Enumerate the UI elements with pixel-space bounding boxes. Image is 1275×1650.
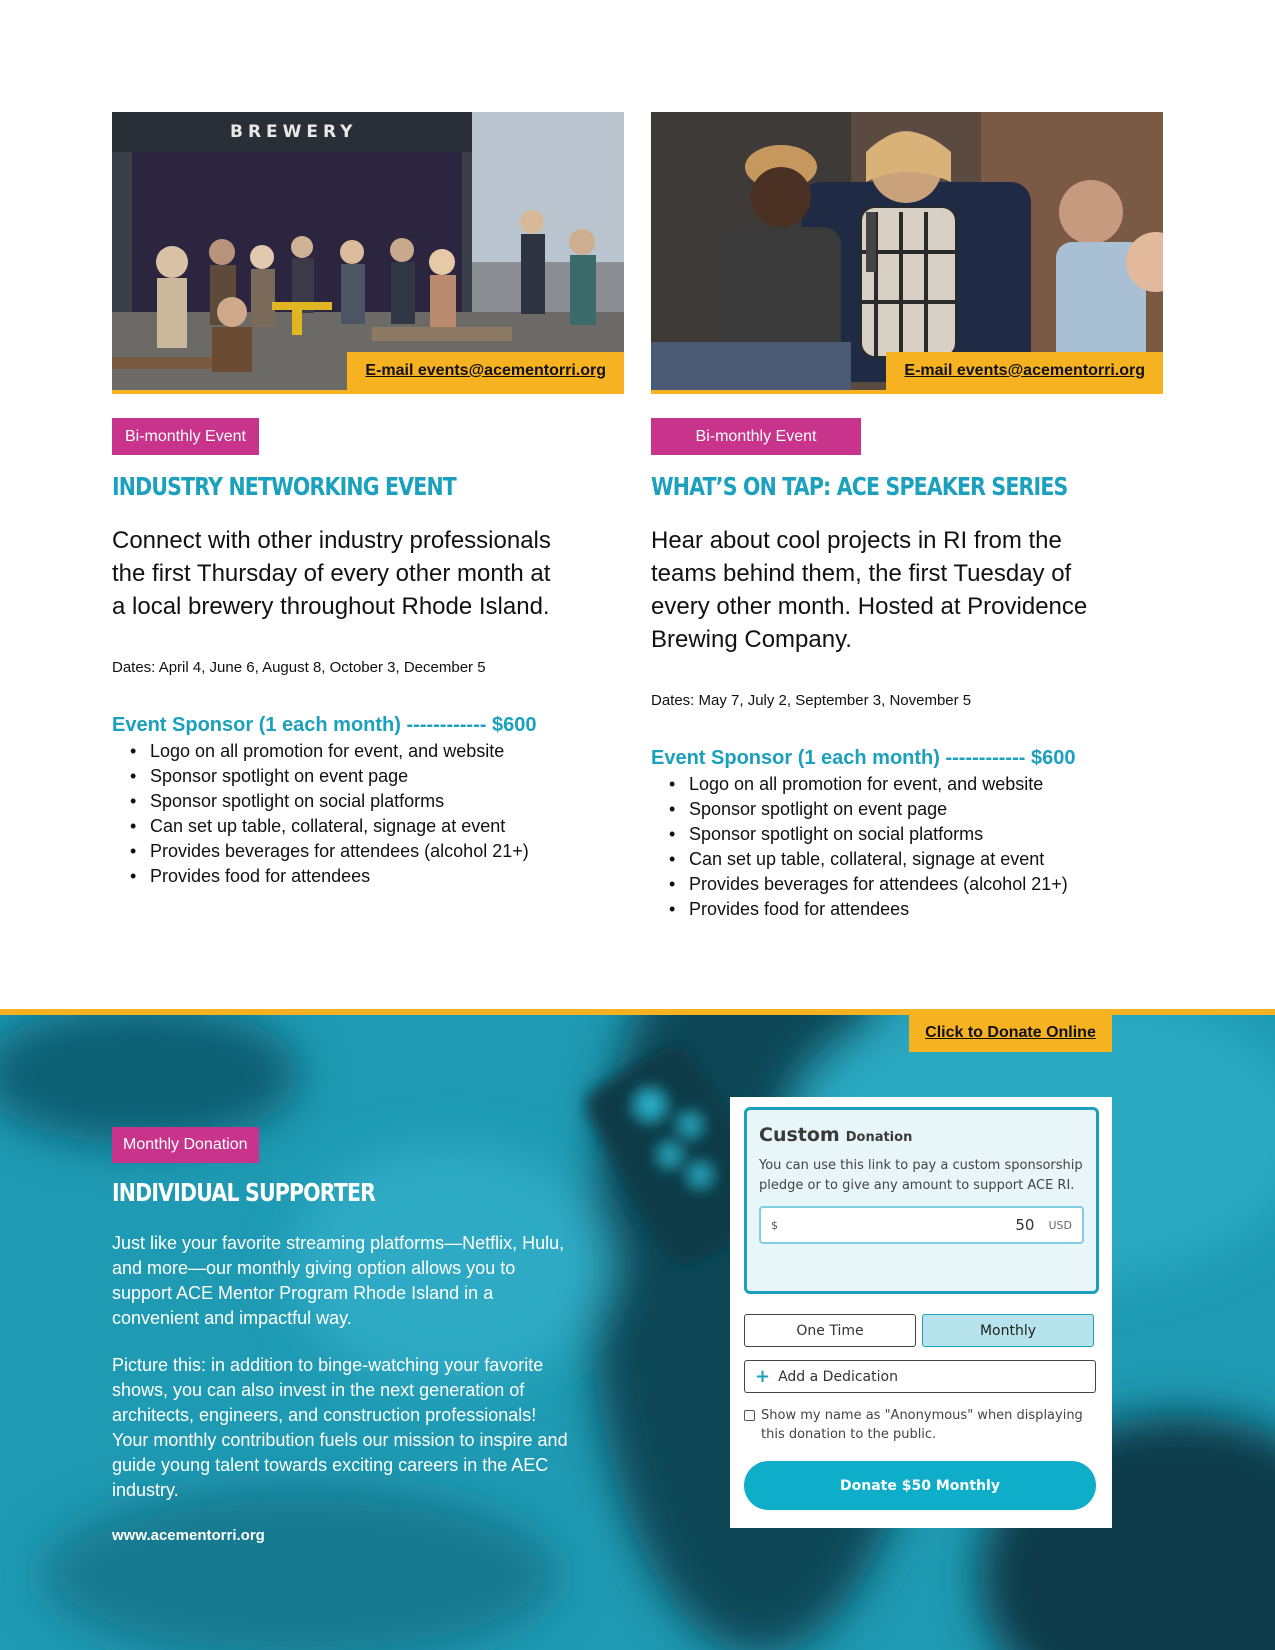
dedication-label: Add a Dedication [778, 1368, 898, 1385]
event-sponsor-tier: Event Sponsor (1 each month) ------------ $600 [112, 714, 537, 736]
brewery-crowd-photo [112, 112, 624, 394]
add-dedication-button[interactable] [744, 1360, 1096, 1393]
website-link[interactable]: www.acementorri.org [112, 1527, 265, 1544]
event-sponsor-tier: Event Sponsor (1 each month) ------------ $600 [651, 747, 1076, 769]
list-item: • Can set up table, collateral, signage at event [669, 847, 1163, 872]
donate-online-link[interactable]: Click to Donate Online [909, 1014, 1112, 1052]
anonymous-checkbox[interactable] [744, 1410, 755, 1421]
speaker-panel-photo [651, 112, 1163, 394]
event-type-tag: Bi-monthly Event [112, 418, 259, 455]
event-description: Connect with other industry professionals the first Thursday of every other month at a local brewery throughout Rhode Island. [112, 527, 551, 620]
monthly-button[interactable]: Monthly [922, 1314, 1094, 1347]
donation-widget [730, 1097, 1112, 1528]
list-item: • Can set up table, collateral, signage at event [130, 814, 624, 839]
list-item: • Logo on all promotion for event, and website [669, 772, 1163, 797]
amount-input[interactable] [759, 1206, 1084, 1244]
event-type-tag: Bi-monthly Event [651, 418, 861, 455]
currency-code: USD [1048, 1218, 1072, 1232]
event-title: WHAT’S ON TAP: ACE SPEAKER SERIES [651, 472, 1068, 501]
list-item: • Logo on all promotion for event, and website [130, 739, 624, 764]
sponsor-benefits-list [651, 772, 1163, 922]
list-item: • Sponsor spotlight on event page [130, 764, 624, 789]
brewery-sign: BREWERY [230, 122, 358, 142]
email-events-link[interactable]: E-mail events@acementorri.org [347, 352, 624, 390]
mission-paragraph: Picture this: in addition to binge-watching your favorite shows, you can also invest in the next generation of architects, engineers, and construction professionals! Your monthly contribution fuels our mission to inspire and guide young talent towards exciting careers in the AEC industry. [112, 1355, 568, 1500]
section-title: INDIVIDUAL SUPPORTER [112, 1178, 376, 1207]
frequency-selector [744, 1314, 1098, 1347]
widget-note: You can use this link to pay a custom sponsorship pledge or to give any amount to support ACE RI. [759, 1158, 1083, 1193]
list-item: • Provides beverages for attendees (alcohol 21+) [130, 839, 624, 864]
list-item: • Sponsor spotlight on social platforms [130, 789, 624, 814]
one-time-button[interactable]: One Time [744, 1314, 916, 1347]
email-events-link[interactable]: E-mail events@acementorri.org [886, 352, 1163, 390]
event-dates: Dates: April 4, June 6, August 8, October 3, December 5 [112, 659, 486, 676]
event-column-networking [112, 112, 624, 889]
sponsor-benefits-list [112, 739, 624, 889]
event-dates: Dates: May 7, July 2, September 3, November 5 [651, 692, 972, 709]
donation-type-tag: Monthly Donation [112, 1127, 259, 1163]
anonymous-label: Show my name as "Anonymous" when displaying this donation to the public. [761, 1408, 1083, 1442]
intro-paragraph: Just like your favorite streaming platforms—Netflix, Hulu, and more—our monthly giving option allows you to support ACE Mentor Program Rhode Island in a convenient and impactful way. [112, 1233, 565, 1328]
widget-subheading: Donation [845, 1130, 913, 1145]
plus-icon: + [755, 1366, 771, 1387]
event-column-speaker-series [651, 112, 1163, 922]
widget-heading: Custom [759, 1124, 840, 1146]
list-item: • Provides food for attendees [130, 864, 624, 889]
event-description: Hear about cool projects in RI from the teams behind them, the first Tuesday of every other month. Hosted at Providence Brewing Company. [651, 527, 1088, 653]
list-item: • Provides beverages for attendees (alcohol 21+) [669, 872, 1163, 897]
list-item: • Provides food for attendees [669, 897, 1163, 922]
custom-donation-box [744, 1107, 1099, 1294]
individual-supporter-section [112, 1127, 572, 1544]
donate-button[interactable]: Donate $50 Monthly [744, 1461, 1096, 1510]
amount-value[interactable]: 50 [1015, 1216, 1035, 1234]
event-title: INDUSTRY NETWORKING EVENT [112, 472, 456, 501]
anonymous-option [744, 1406, 1098, 1444]
currency-symbol: $ [771, 1218, 778, 1232]
list-item: • Sponsor spotlight on event page [669, 797, 1163, 822]
list-item: • Sponsor spotlight on social platforms [669, 822, 1163, 847]
